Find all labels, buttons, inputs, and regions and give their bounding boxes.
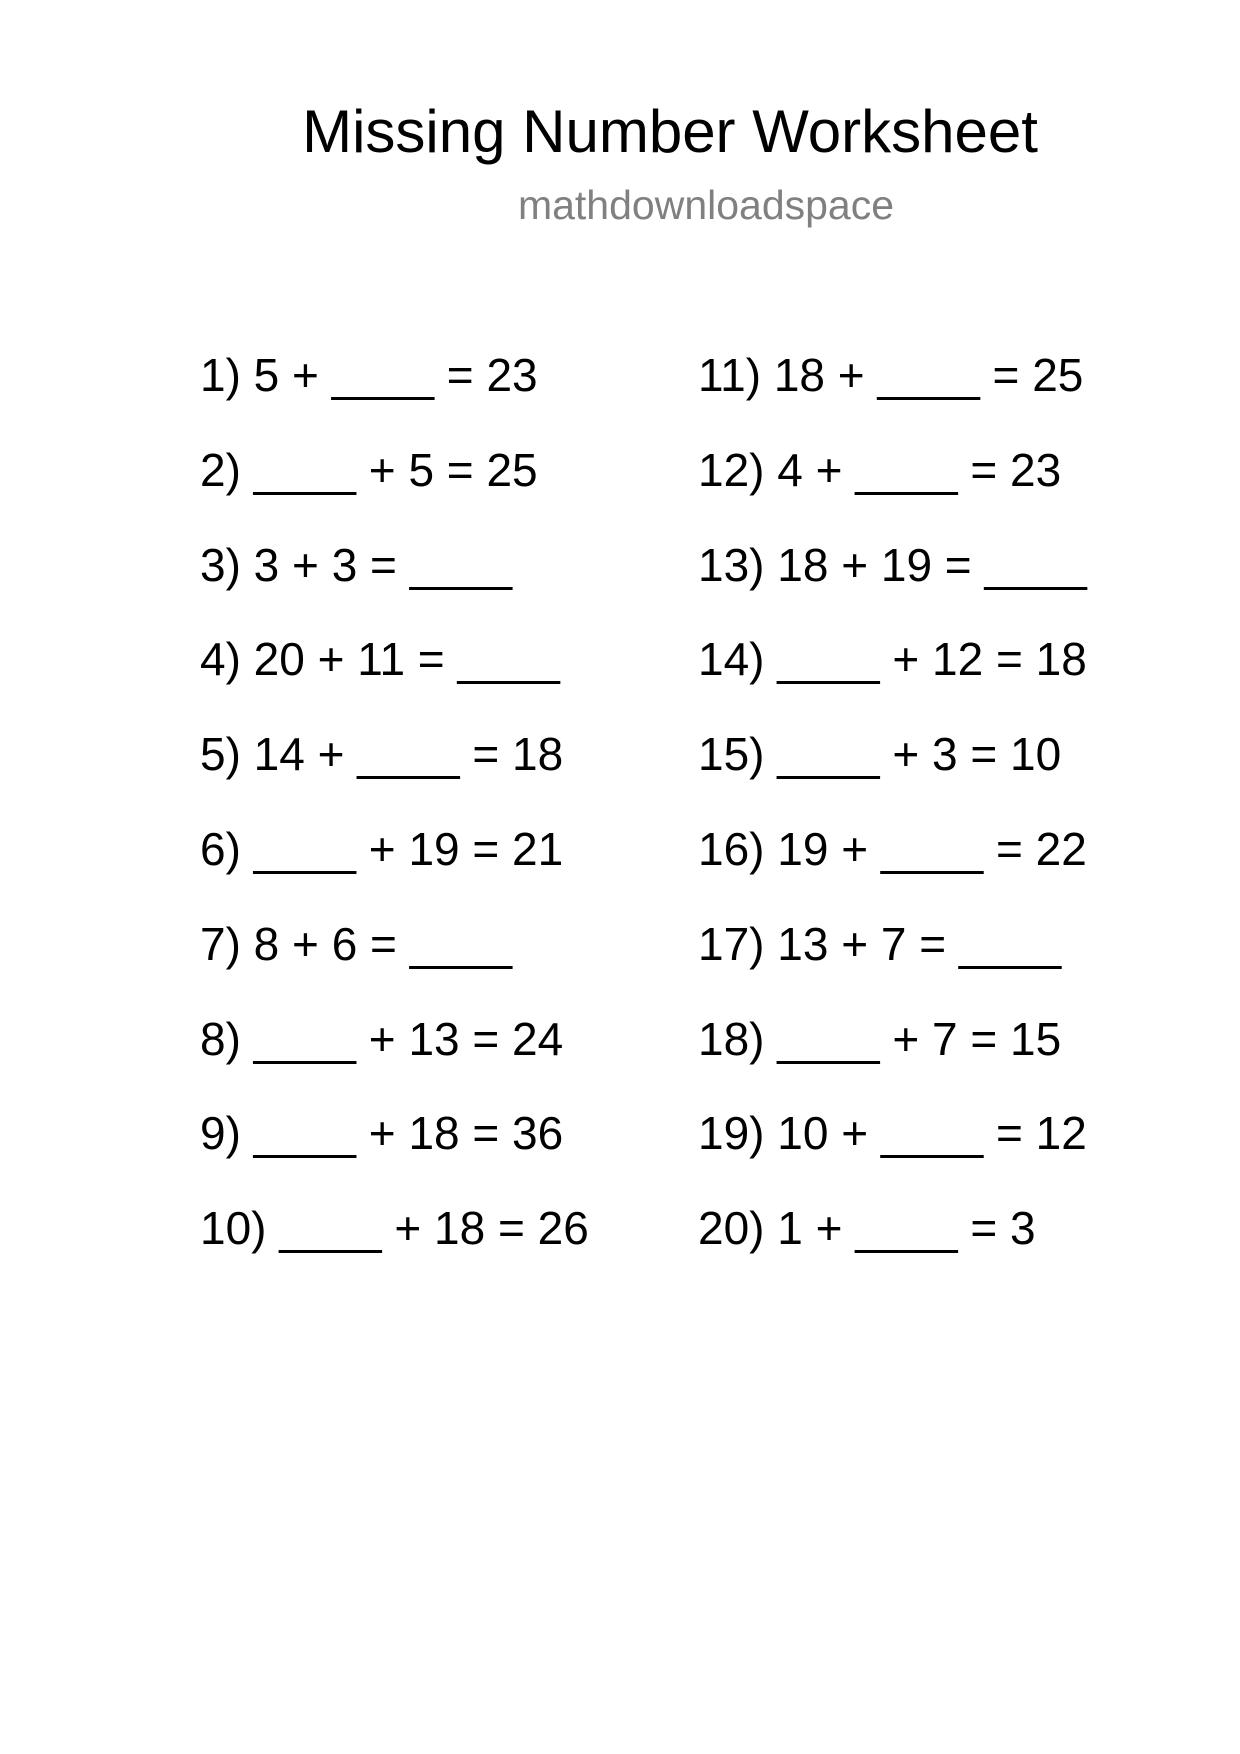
problem-18: 18) ____ + 7 = 15 bbox=[698, 1012, 1062, 1065]
problem-5: 5) 14 + ____ = 18 bbox=[200, 728, 564, 781]
problems-column-left bbox=[200, 348, 589, 1296]
problem-4: 4) 20 + 11 = ____ bbox=[200, 633, 560, 686]
problem-13: 13) 18 + 19 = ____ bbox=[698, 538, 1087, 591]
problem-8: 8) ____ + 13 = 24 bbox=[200, 1012, 564, 1065]
problem-3: 3) 3 + 3 = ____ bbox=[200, 538, 513, 591]
worksheet-source: mathdownloadspace bbox=[517, 182, 895, 228]
problem-15: 15) ____ + 3 = 10 bbox=[698, 728, 1062, 781]
problem-10: 10) ____ + 18 = 26 bbox=[200, 1202, 589, 1255]
problem-17: 17) 13 + 7 = ____ bbox=[698, 917, 1062, 970]
problem-19: 19) 10 + ____ = 12 bbox=[698, 1107, 1087, 1160]
problem-16: 16) 19 + ____ = 22 bbox=[698, 822, 1087, 875]
problem-20: 20) 1 + ____ = 3 bbox=[698, 1202, 1036, 1255]
worksheet-title: Missing Number Worksheet bbox=[302, 98, 1038, 165]
problem-14: 14) ____ + 12 = 18 bbox=[698, 633, 1087, 686]
problems-column-right bbox=[698, 348, 1087, 1296]
problem-6: 6) ____ + 19 = 21 bbox=[200, 822, 564, 875]
problem-12: 12) 4 + ____ = 23 bbox=[698, 443, 1062, 496]
problem-9: 9) ____ + 18 = 36 bbox=[200, 1107, 564, 1160]
problem-1: 1) 5 + ____ = 23 bbox=[200, 349, 538, 401]
problem-2: 2) ____ + 5 = 25 bbox=[200, 443, 538, 496]
problem-11: 11) 18 + ____ = 25 bbox=[698, 349, 1084, 401]
problem-7: 7) 8 + 6 = ____ bbox=[200, 917, 513, 970]
